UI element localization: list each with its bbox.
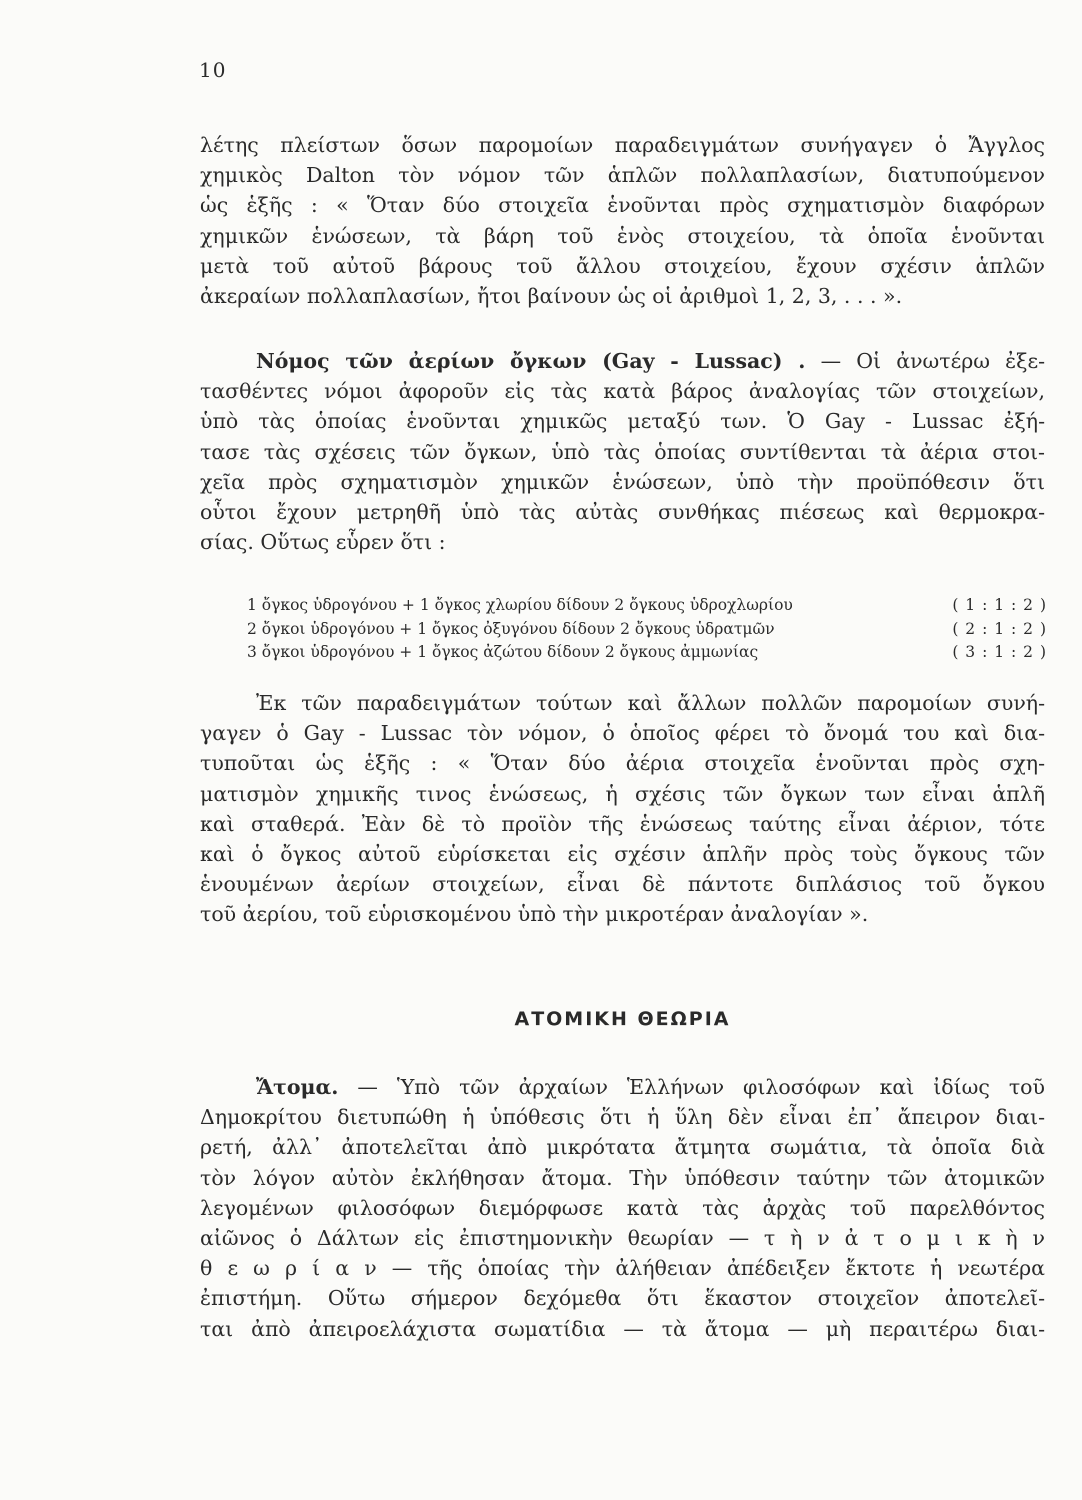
text-line: ἑνουμένων ἀερίων στοιχείων, εἶναι δὲ πάντοτε διπλάσιος τοῦ ὄγκου bbox=[200, 872, 1045, 897]
text-line: τυποῦται ὡς ἑξῆς : « Ὅταν δύο ἀέρια στοιχεῖα ἑνοῦνται πρὸς σχη- bbox=[200, 751, 1045, 776]
equation-ratio: ( 3 : 1 : 2 ) bbox=[952, 643, 1047, 661]
text-line: τὸν λόγον αὐτὸν ἐκλήθησαν ἄτομα. Τὴν ὑπόθεσιν ταύτην τῶν ἀτομικῶν bbox=[200, 1165, 1045, 1190]
text-line: χημικῶν ἑνώσεων, τὰ βάρη τοῦ ἑνὸς στοιχείου, τὰ ὁποῖα ἑνοῦνται bbox=[200, 223, 1045, 248]
text-line: ται ἀπὸ ἀπειροελάχιστα σωματίδια — τὰ ἄτομα — μὴ περαιτέρω διαι- bbox=[200, 1316, 1045, 1341]
text-line bbox=[200, 1072, 1045, 1102]
text-line: ὡς ἑξῆς : « Ὅταν δύο στοιχεῖα ἑνοῦνται πρὸς σχηματισμὸν διαφόρων bbox=[200, 193, 1045, 218]
text-line: ὑπὸ τὰς ὁποίας ἑνοῦνται χημικῶς μεταξύ των. Ὁ Gay - Lussac ἐξή- bbox=[200, 409, 1045, 434]
equation-ratio: ( 2 : 1 : 2 ) bbox=[952, 619, 1047, 638]
equation-row bbox=[247, 641, 1047, 665]
text-line: ἀκεραίων πολλαπλασίων, ἤτοι βαίνουν ὡς οἱ ἀριθμοὶ 1, 2, 3, . . . ». bbox=[200, 283, 903, 308]
paragraph-heading-gay-lussac: Νόμος τῶν ἀερίων ὄγκων (Gay - Lussac) . bbox=[256, 349, 806, 373]
equation-ratio: ( 1 : 1 : 2 ) bbox=[952, 596, 1047, 614]
text-line: ματισμὸν χημικῆς τινος ἑνώσεως, ἡ σχέσις τῶν ὄγκων των εἶναι ἁπλῆ bbox=[200, 781, 1045, 806]
text-line: ρετή, ἀλλ᾽ ἀποτελεῖται ἀπὸ μικρότατα ἄτμητα σωμάτια, τὰ ὁποῖα διὰ bbox=[200, 1135, 1045, 1160]
volume-equations bbox=[247, 594, 1047, 665]
text-line: Ἐκ τῶν παραδειγμάτων τούτων καὶ ἄλλων πολλῶν παρομοίων συνή- bbox=[256, 691, 1045, 715]
text-line: αἰῶνος ὁ Δάλτων εἰς ἐπιστημονικὴν θεωρίαν — τ ὴ ν ἀ τ ο μ ι κ ὴ ν bbox=[200, 1225, 1045, 1250]
page-number: 10 bbox=[199, 58, 227, 82]
text-run: — Οἱ ἀνωτέρω ἐξε- bbox=[820, 349, 1045, 373]
equation-row bbox=[247, 618, 1047, 642]
text-line: χημικὸς Dalton τὸν νόμον τῶν ἁπλῶν πολλαπλασίων, διατυπούμενον bbox=[200, 163, 1045, 188]
text-line: τοῦ ἀερίου, τοῦ εὑρισκομένου ὑπὸ τὴν μικροτέραν ἀναλογίαν ». bbox=[200, 902, 869, 927]
text-line: οὗτοι ἔχουν μετρηθῆ ὑπὸ τὰς αὐτὰς συνθήκας πιέσεως καὶ θερμοκρα- bbox=[200, 499, 1045, 524]
section-title: ΑΤΟΜΙΚΗ ΘΕΩΡΙΑ bbox=[514, 1008, 731, 1030]
text-line: θ ε ω ρ ί α ν — τῆς ὁποίας τὴν ἀλήθειαν ἀπέδειξεν ἔκτοτε ἡ νεωτέρα bbox=[200, 1256, 1045, 1281]
text-line bbox=[200, 346, 1045, 376]
text-line: σίας. Οὕτως εὗρεν ὅτι : bbox=[200, 530, 446, 555]
equation-text: 1 ὄγκος ὑδρογόνου + 1 ὄγκος χλωρίου δίδουν 2 ὄγκους ὑδροχλωρίου bbox=[247, 596, 793, 614]
equation-text: 2 ὄγκοι ὑδρογόνου + 1 ὄγκος ὀξυγόνου δίδουν 2 ὄγκους ὑδρατμῶν bbox=[247, 619, 775, 638]
text-line: ἐπιστήμη. Οὕτω σήμερον δεχόμεθα ὅτι ἕκαστον στοιχεῖον ἀποτελεῖ- bbox=[200, 1286, 1045, 1311]
text-line: τασθέντες νόμοι ἀφοροῦν εἰς τὰς κατὰ βάρος ἀναλογίας τῶν στοιχείων, bbox=[200, 379, 1045, 404]
paragraph-heading-atoms: Ἄτομα. bbox=[256, 1075, 339, 1099]
text-line: χεῖα πρὸς σχηματισμὸν χημικῶν ἑνώσεων, ὑπὸ τὴν προϋπόθεσιν ὅτι bbox=[200, 469, 1045, 494]
equation-text: 3 ὄγκοι ὑδρογόνου + 1 ὄγκος ἀζώτου δίδουν 2 ὄγκους ἀμμωνίας bbox=[247, 643, 759, 661]
text-line: μετὰ τοῦ αὐτοῦ βάρους τοῦ ἄλλου στοιχείου, ἔχουν σχέσιν ἁπλῶν bbox=[200, 253, 1045, 278]
paragraph-gay-lussac-law bbox=[200, 688, 1045, 930]
text-line: καὶ ὁ ὄγκος αὐτοῦ εὑρίσκεται εἰς σχέσιν ἁπλῆν πρὸς τοὺς ὄγκους τῶν bbox=[200, 841, 1045, 866]
text-line: καὶ σταθερά. Ἐὰν δὲ τὸ προϊὸν τῆς ἑνώσεως ταύτης εἶναι ἀέριον, τότε bbox=[200, 811, 1045, 836]
text-run: — Ὑπὸ τῶν ἀρχαίων Ἑλλήνων φιλοσόφων καὶ ἰδίως τοῦ bbox=[357, 1075, 1045, 1099]
paragraph-dalton-law bbox=[200, 130, 1045, 311]
text-line: Δημοκρίτου διετυπώθη ἡ ὑπόθεσις ὅτι ἡ ὕλη δὲν εἶναι ἐπ᾽ ἄπειρον διαι- bbox=[200, 1105, 1045, 1130]
paragraph-gay-lussac-intro bbox=[200, 346, 1045, 557]
paragraph-atoms bbox=[200, 1072, 1045, 1344]
text-line: λεγομένων φιλοσόφων διεμόρφωσε κατὰ τὰς ἀρχὰς τοῦ παρελθόντος bbox=[200, 1195, 1045, 1220]
equation-row bbox=[247, 594, 1047, 618]
text-line: γαγεν ὁ Gay - Lussac τὸν νόμον, ὁ ὁποῖος φέρει τὸ ὄνομά του καὶ δια- bbox=[200, 721, 1045, 746]
text-line: τασε τὰς σχέσεις τῶν ὄγκων, ὑπὸ τὰς ὁποίας συντίθενται τὰ ἀέρια στοι- bbox=[200, 439, 1045, 464]
text-line: λέτης πλείστων ὅσων παρομοίων παραδειγμάτων συνήγαγεν ὁ Ἄγγλος bbox=[200, 133, 1045, 157]
